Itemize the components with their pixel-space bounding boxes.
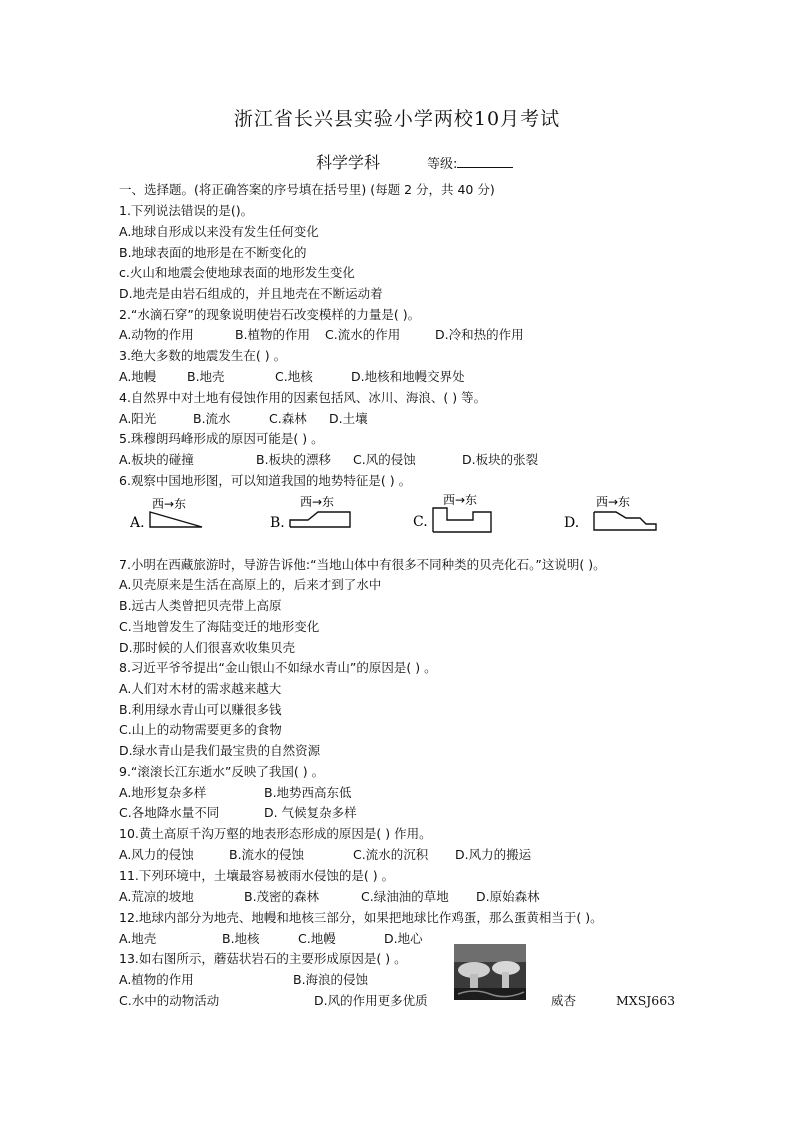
option: B.地球表面的地形是在不断变化的 (119, 245, 307, 260)
question-stem: 12.地球内部分为地壳、地幔和地核三部分，如果把地球比作鸡蛋，那么蛋黄相当于( )。 (119, 910, 603, 925)
option: A.贝壳原来是生活在高原上的，后来才到了水中 (119, 577, 382, 592)
option: D.冷和热的作用 (435, 327, 524, 342)
option: A.人们对木材的需求越来越大 (119, 681, 282, 696)
option: B.地核 (222, 931, 260, 946)
option: D.那时候的人们很喜欢收集贝壳 (119, 640, 296, 655)
option: A.风力的侵蚀 (119, 847, 194, 862)
option: B.板块的漂移 (256, 452, 332, 467)
question-stem: 10.黄土高原千沟万壑的地表形态形成的原因是( ) 作用。 (119, 826, 432, 841)
mushroom-rock-photo (454, 944, 526, 1000)
question-stem: 2.“水滴石穿”的现象说明使岩石改变模样的力量是( )。 (119, 307, 421, 322)
option: B.远古人类曾把贝壳带上高原 (119, 598, 282, 613)
page-title: 浙江省长兴县实验小学两校10月考试 (233, 108, 561, 130)
option: D.原始森林 (476, 889, 540, 904)
option: B.利用绿水青山可以赚很多钱 (119, 702, 282, 717)
option: C.各地降水量不同 (119, 805, 220, 820)
option-label: B. (270, 515, 285, 531)
grade-field (427, 153, 513, 172)
option: C.当地曾发生了海陆变迁的地形变化 (119, 619, 320, 634)
terrain-figure-b (270, 492, 360, 532)
terrain-figure-d (562, 492, 662, 532)
question-stem: 8.习近平爷爷提出“金山银山不如绿水青山”的原因是( ) 。 (119, 660, 437, 675)
option: A.地球自形成以来没有发生任何变化 (119, 224, 319, 239)
grade-blank (457, 155, 513, 168)
option-label: D. (564, 515, 580, 531)
watermark-right: MXSJ663 (616, 993, 676, 1008)
option: C.流水的作用 (325, 327, 401, 342)
option: A.植物的作用 (119, 972, 194, 987)
question-stem: 11.下列环境中，土壤最容易被雨水侵蚀的是( ) 。 (119, 868, 395, 883)
option: D.板块的张裂 (462, 452, 539, 467)
option-label: A. (130, 515, 145, 531)
option-label: C. (413, 514, 428, 530)
question-stem: 5.珠穆朗玛峰形成的原因可能是( ) 。 (119, 431, 324, 446)
watermark-left: 威杏 (551, 993, 577, 1008)
option: C.地幔 (298, 931, 336, 946)
option: A.板块的碰撞 (119, 452, 194, 467)
question-stem: 9.“滚滚长江东逝水”反映了我国( ) 。 (119, 764, 325, 779)
option: A.地壳 (119, 931, 157, 946)
option: D.地壳是由岩石组成的，并且地壳在不断运动着 (119, 286, 383, 301)
option: C.山上的动物需要更多的食物 (119, 722, 282, 737)
figure-caption: 西→东 (443, 493, 478, 507)
option: D.风力的搬运 (455, 847, 532, 862)
option: C.地核 (275, 369, 313, 384)
option: C.森林 (269, 411, 307, 426)
terrain-figure-a (130, 492, 210, 532)
option: C.水中的动物活动 (119, 993, 220, 1008)
option: C.流水的沉积 (353, 847, 429, 862)
option: D.绿水青山是我们最宝贵的自然资源 (119, 743, 321, 758)
figure-caption: 西→东 (300, 495, 335, 509)
option: D.地核和地幔交界处 (351, 369, 465, 384)
option: D.土壤 (329, 411, 368, 426)
option: A.地幔 (119, 369, 157, 384)
question-stem: 6.观察中国地形图，可以知道我国的地势特征是( ) 。 (119, 473, 412, 488)
option: A.地形复杂多样 (119, 785, 207, 800)
figure-caption: 西→东 (152, 497, 187, 511)
option: A.荒凉的坡地 (119, 889, 194, 904)
subject-label: 科学学科 (316, 153, 381, 172)
option: B.地壳 (187, 369, 225, 384)
option: C.绿油油的草地 (361, 889, 449, 904)
option: B.地势西高东低 (264, 785, 352, 800)
terrain-figure-c (413, 490, 503, 534)
option: A.阳光 (119, 411, 157, 426)
question-stem: 3.绝大多数的地震发生在( ) 。 (119, 348, 287, 363)
option: B.茂密的森林 (244, 889, 320, 904)
option: D.地心 (384, 931, 423, 946)
option: A.动物的作用 (119, 327, 194, 342)
question-stem: 7.小明在西藏旅游时，导游告诉他:“当地山体中有很多不同种类的贝壳化石。”这说明( )。 (119, 557, 606, 572)
figure-caption: 西→东 (596, 495, 631, 509)
option: C.风的侵蚀 (353, 452, 416, 467)
question-stem: 13.如右图所示，蘑菇状岩石的主要形成原因是( ) 。 (119, 951, 407, 966)
option: B.植物的作用 (235, 327, 311, 342)
question-stem: 1.下列说法错误的是()。 (119, 203, 254, 218)
section-heading: 一、选择题。(将正确答案的序号填在括号里) (每题 2 分，共 40 分) (119, 182, 495, 197)
option: B.流水 (193, 411, 231, 426)
option: D.风的作用更多优质 (314, 993, 428, 1008)
option: c.火山和地震会使地球表面的地形发生变化 (119, 265, 355, 280)
option: D. 气候复杂多样 (264, 805, 357, 820)
option: B.海浪的侵蚀 (293, 972, 369, 987)
option: B.流水的侵蚀 (229, 847, 305, 862)
question-stem: 4.自然界中对土地有侵蚀作用的因素包括风、冰川、海浪、( ) 等。 (119, 390, 487, 405)
grade-label: 等级: (427, 157, 458, 172)
